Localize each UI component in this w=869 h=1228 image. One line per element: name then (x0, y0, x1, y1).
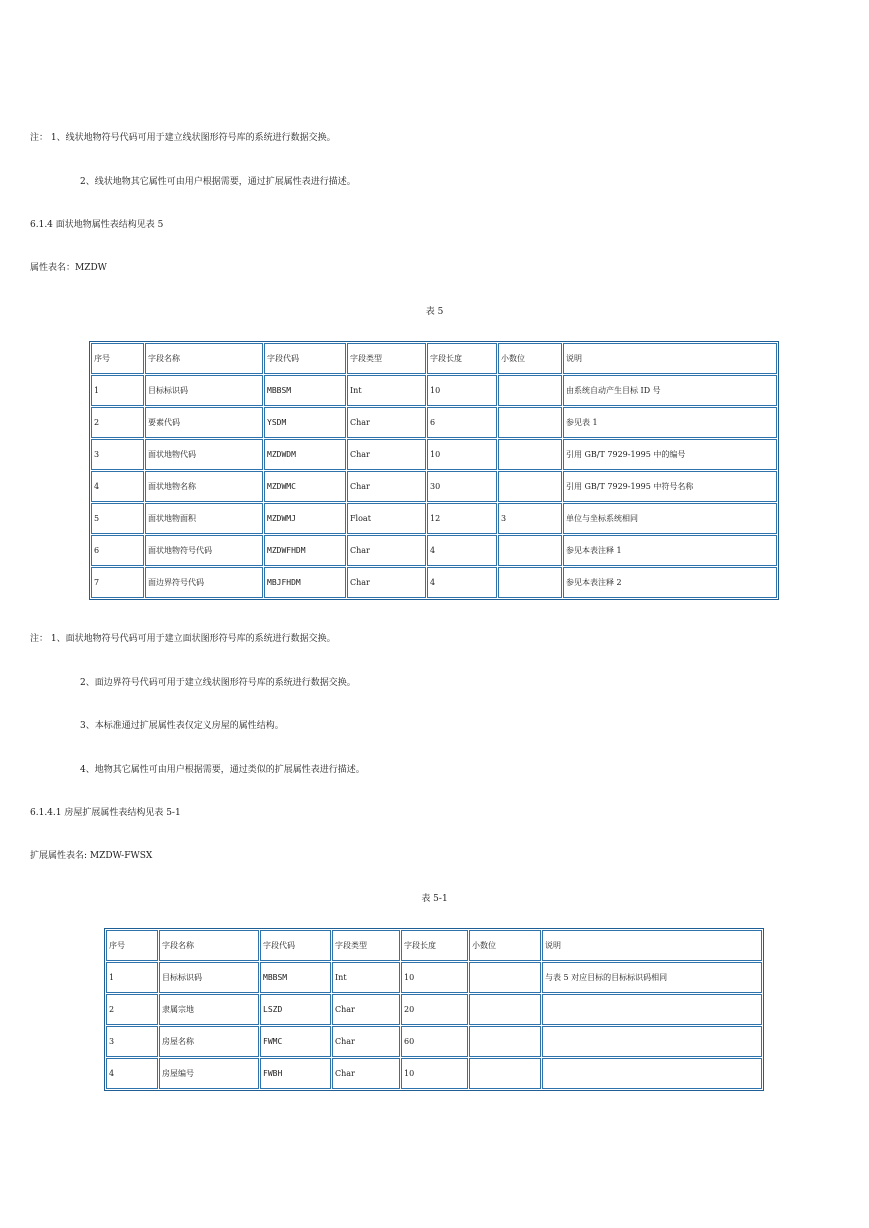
table-row (106, 1058, 762, 1089)
table-row (106, 1026, 762, 1057)
cell-description (542, 1058, 762, 1089)
cell-field-code: FWMC (260, 1026, 331, 1057)
cell-field-type: Char (332, 1026, 400, 1057)
cell-field-name: 面状地物代码 (145, 439, 263, 470)
cell-field-type: Char (332, 1058, 400, 1089)
table-name-mzdw-fwsx: 扩展属性表名: MZDW-FWSX (30, 851, 153, 861)
cell-seq: 3 (91, 439, 144, 470)
cell-seq: 7 (91, 567, 144, 598)
cell-field-code: FWBH (260, 1058, 331, 1089)
cell-description: 参见本表注释 1 (563, 535, 777, 566)
cell-decimals: 小数位 (498, 343, 562, 374)
cell-field-type: Int (332, 962, 400, 993)
cell-seq: 4 (106, 1058, 158, 1089)
note-line-1: 注： 1、线状地物符号代码可用于建立线状图形符号库的系统进行数据交换。 (30, 133, 336, 143)
cell-seq: 1 (91, 375, 144, 406)
cell-field-code: MBBSM (260, 962, 331, 993)
cell-description: 与表 5 对应目标的目标标识码相同 (542, 962, 762, 993)
table-caption-5-1: 表 5-1 (421, 894, 448, 904)
cell-decimals (469, 1058, 541, 1089)
table-row (91, 535, 777, 566)
cell-field-name: 字段名称 (145, 343, 263, 374)
cell-field-type: 字段类型 (347, 343, 426, 374)
cell-field-name: 字段名称 (159, 930, 259, 961)
cell-seq: 6 (91, 535, 144, 566)
cell-field-length: 4 (427, 535, 497, 566)
cell-description: 参见表 1 (563, 407, 777, 438)
cell-decimals (469, 962, 541, 993)
cell-field-type: Char (347, 535, 426, 566)
cell-decimals (498, 471, 562, 502)
cell-decimals (498, 567, 562, 598)
cell-field-code: 字段代码 (260, 930, 331, 961)
cell-field-length: 10 (427, 439, 497, 470)
table-row (91, 471, 777, 502)
cell-decimals (469, 994, 541, 1025)
cell-seq: 序号 (106, 930, 158, 961)
cell-field-code: MBJFHDM (264, 567, 346, 598)
cell-field-type: Char (332, 994, 400, 1025)
cell-seq: 1 (106, 962, 158, 993)
cell-field-code: YSDM (264, 407, 346, 438)
cell-field-code: MZDWMJ (264, 503, 346, 534)
section-heading-614: 6.1.4 面状地物属性表结构见表 5 (30, 220, 164, 230)
cell-description: 参见本表注释 2 (563, 567, 777, 598)
cell-description: 说明 (563, 343, 777, 374)
table5-note-3: 3、本标准通过扩展属性表仅定义房屋的属性结构。 (80, 721, 284, 731)
attribute-table-5 (89, 341, 779, 600)
cell-decimals (498, 375, 562, 406)
cell-decimals: 小数位 (469, 930, 541, 961)
table-row (91, 407, 777, 438)
cell-field-type: Char (347, 471, 426, 502)
cell-field-name: 房屋编号 (159, 1058, 259, 1089)
cell-field-length: 字段长度 (427, 343, 497, 374)
cell-field-type: Char (347, 567, 426, 598)
table5-note-2: 2、面边界符号代码可用于建立线状图形符号库的系统进行数据交换。 (80, 678, 356, 688)
cell-field-name: 目标标识码 (145, 375, 263, 406)
cell-field-length: 10 (427, 375, 497, 406)
cell-field-length: 20 (401, 994, 468, 1025)
cell-field-length: 12 (427, 503, 497, 534)
cell-decimals (469, 1026, 541, 1057)
table-header-row (91, 343, 777, 374)
table-caption-5: 表 5 (425, 307, 444, 317)
cell-field-type: Char (347, 439, 426, 470)
cell-description: 引用 GB/T 7929-1995 中符号名称 (563, 471, 777, 502)
cell-field-name: 面边界符号代码 (145, 567, 263, 598)
cell-field-length: 10 (401, 1058, 468, 1089)
table-row (91, 375, 777, 406)
table-name-mzdw: 属性表名：MZDW (30, 263, 107, 273)
cell-field-code: 字段代码 (264, 343, 346, 374)
cell-description: 说明 (542, 930, 762, 961)
cell-description: 引用 GB/T 7929-1995 中的编号 (563, 439, 777, 470)
cell-field-type: Char (347, 407, 426, 438)
table5-note-4: 4、地物其它属性可由用户根据需要，通过类似的扩展属性表进行描述。 (80, 765, 365, 775)
cell-field-type: Float (347, 503, 426, 534)
cell-description (542, 994, 762, 1025)
cell-field-code: LSZD (260, 994, 331, 1025)
cell-field-length: 6 (427, 407, 497, 438)
cell-field-code: MZDWMC (264, 471, 346, 502)
table-row (91, 439, 777, 470)
cell-field-length: 10 (401, 962, 468, 993)
cell-seq: 2 (106, 994, 158, 1025)
cell-seq: 5 (91, 503, 144, 534)
cell-seq: 4 (91, 471, 144, 502)
cell-field-name: 要素代码 (145, 407, 263, 438)
table5-note-1: 注： 1、面状地物符号代码可用于建立面状图形符号库的系统进行数据交换。 (30, 634, 336, 644)
cell-description (542, 1026, 762, 1057)
cell-field-type: 字段类型 (332, 930, 400, 961)
cell-seq: 2 (91, 407, 144, 438)
attribute-table-5-1 (104, 928, 764, 1091)
cell-field-type: Int (347, 375, 426, 406)
cell-description: 单位与坐标系统相同 (563, 503, 777, 534)
cell-field-name: 面状地物名称 (145, 471, 263, 502)
cell-field-length: 30 (427, 471, 497, 502)
cell-field-name: 面状地物符号代码 (145, 535, 263, 566)
section-heading-6141: 6.1.4.1 房屋扩展属性表结构见表 5-1 (30, 808, 181, 818)
cell-decimals: 3 (498, 503, 562, 534)
cell-decimals (498, 407, 562, 438)
cell-field-name: 隶属宗地 (159, 994, 259, 1025)
table-row (106, 962, 762, 993)
note-line-2: 2、线状地物其它属性可由用户根据需要，通过扩展属性表进行描述。 (80, 177, 356, 187)
cell-seq: 序号 (91, 343, 144, 374)
cell-field-code: MZDWFHDM (264, 535, 346, 566)
cell-field-length: 4 (427, 567, 497, 598)
cell-field-name: 面状地物面积 (145, 503, 263, 534)
table-row (91, 503, 777, 534)
table-row (91, 567, 777, 598)
cell-field-name: 房屋名称 (159, 1026, 259, 1057)
cell-field-length: 字段长度 (401, 930, 468, 961)
cell-seq: 3 (106, 1026, 158, 1057)
cell-description: 由系统自动产生目标 ID 号 (563, 375, 777, 406)
table-row (106, 994, 762, 1025)
cell-decimals (498, 535, 562, 566)
cell-field-code: MZDWDM (264, 439, 346, 470)
cell-field-code: MBBSM (264, 375, 346, 406)
cell-field-length: 60 (401, 1026, 468, 1057)
cell-decimals (498, 439, 562, 470)
table-header-row (106, 930, 762, 961)
cell-field-name: 目标标识码 (159, 962, 259, 993)
